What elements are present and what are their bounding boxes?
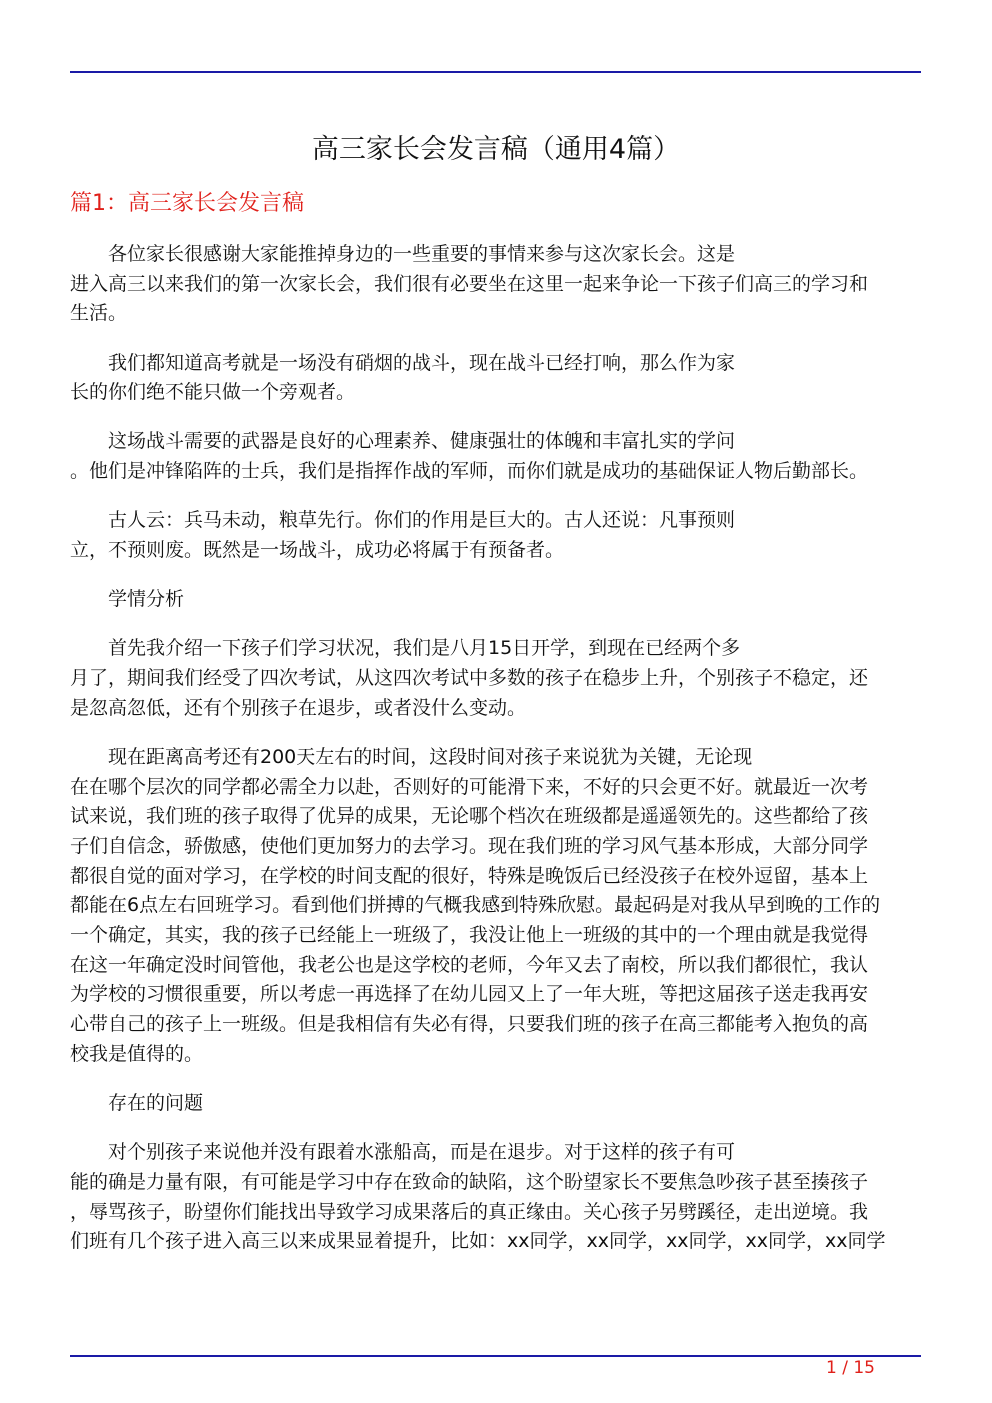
paragraph-line: 首先我介绍一下孩子们学习状况，我们是八月15日开学，到现在已经两个多 [108, 637, 741, 660]
paragraph-line: 各位家长很感谢大家能推掉身边的一些重要的事情来参与这次家长会。这是 [108, 243, 736, 265]
paragraph [70, 743, 930, 1070]
paragraph-line: 心带自己的孩子上一班级。但是我相信有失必有得，只要我们班的孩子在高三都能考入抱负的高 [70, 1013, 869, 1036]
document-title: 高三家长会发言稿（通用4篇） [311, 134, 681, 165]
paragraph-line: 立，不预则废。既然是一场战斗，成功必将属于有预备者。 [70, 539, 565, 561]
paragraph-line: 。他们是冲锋陷阵的士兵，我们是指挥作战的军师，而你们就是成功的基础保证人物后勤部长。 [70, 460, 869, 483]
paragraph-line: 试来说，我们班的孩子取得了优异的成果，无论哪个档次在班级都是遥遥领先的。这些都给了孩 [70, 805, 869, 828]
paragraph-line: 子们自信念，骄傲感，使他们更加努力的去学习。现在我们班的学习风气基本形成，大部分同学 [70, 835, 869, 857]
paragraph [70, 1089, 930, 1119]
header-rule [70, 71, 921, 73]
paragraph-line: 在在哪个层次的同学都必需全力以赴，否则好的可能滑下来，不好的只会更不好。就最近一次考 [70, 775, 869, 798]
paragraph [70, 634, 930, 723]
paragraph-line: 对个别孩子来说他并没有跟着水涨船高，而是在退步。对于这样的孩子有可 [108, 1141, 736, 1164]
paragraph-line: 现在距离高考还有200天左右的时间，这段时间对孩子来说犹为关键，无论现 [108, 745, 753, 768]
paragraph-line: 能的确是力量有限，有可能是学习中存在致命的缺陷，这个盼望家长不要焦急吵孩子甚至揍孩子 [70, 1170, 869, 1193]
paragraph-line: 为学校的习惯很重要，所以考虑一再选择了在幼儿园又上了一年大班，等把这届孩子送走我再安 [70, 983, 869, 1006]
paragraph [70, 506, 930, 565]
paragraph-line: 学情分析 [108, 588, 185, 611]
paragraph-line: 古人云：兵马未动，粮草先行。你们的作用是巨大的。古人还说：凡事预则 [108, 509, 736, 532]
paragraph-line: 长的你们绝不能只做一个旁观者。 [70, 381, 356, 404]
paragraph [70, 240, 930, 329]
paragraph-line: 进入高三以来我们的第一次家长会，我们很有必要坐在这里一起来争论一下孩子们高三的学习和 [70, 272, 869, 295]
paragraph-line: 这场战斗需要的武器是良好的心理素养、健康强壮的体魄和丰富扎实的学问 [108, 430, 736, 453]
paragraph [70, 349, 930, 408]
paragraph [70, 1138, 930, 1257]
footer-rule [70, 1355, 921, 1357]
paragraph-line: 存在的问题 [108, 1092, 204, 1114]
paragraph-line: 都能在6点左右回班学习。看到他们拼搏的气概我感到特殊欣慰。最起码是对我从早到晚的工作的 [70, 894, 881, 917]
paragraph-line: 们班有几个孩子进入高三以来成果显着提升，比如：xx同学，xx同学，xx同学，xx同学，xx同学 [70, 1230, 886, 1253]
paragraph-line: ，辱骂孩子，盼望你们能找出导致学习成果落后的真正缘由。关心孩子另劈蹊径，走出逆境。我 [70, 1200, 869, 1223]
paragraph-line: 在这一年确定没时间管他，我老公也是这学校的老师，今年又去了南校，所以我们都很忙，我认 [70, 953, 869, 976]
section-heading: 篇1：高三家长会发言稿 [70, 191, 304, 216]
paragraph-line: 是忽高忽低，还有个别孩子在退步，或者没什么变动。 [70, 696, 527, 719]
paragraph-line: 校我是值得的。 [70, 1042, 204, 1065]
paragraph [70, 427, 930, 486]
page-number: 1 / 15 [826, 1358, 875, 1378]
paragraph-line: 一个确定，其实，我的孩子已经能上一班级了，我没让他上一班级的其中的一个理由就是我觉得 [70, 924, 869, 947]
paragraph [70, 585, 930, 615]
paragraph-line: 生活。 [70, 302, 128, 325]
paragraph-line: 我们都知道高考就是一场没有硝烟的战斗，现在战斗已经打响，那么作为家 [108, 351, 736, 374]
paragraph-line: 月了，期间我们经受了四次考试，从这四次考试中多数的孩子在稳步上升，个别孩子不稳定，还 [70, 667, 869, 690]
paragraph-line: 都很自觉的面对学习，在学校的时间支配的很好，特殊是晚饭后已经没孩子在校外逗留，基本上 [70, 864, 869, 887]
document-body [70, 240, 930, 1276]
